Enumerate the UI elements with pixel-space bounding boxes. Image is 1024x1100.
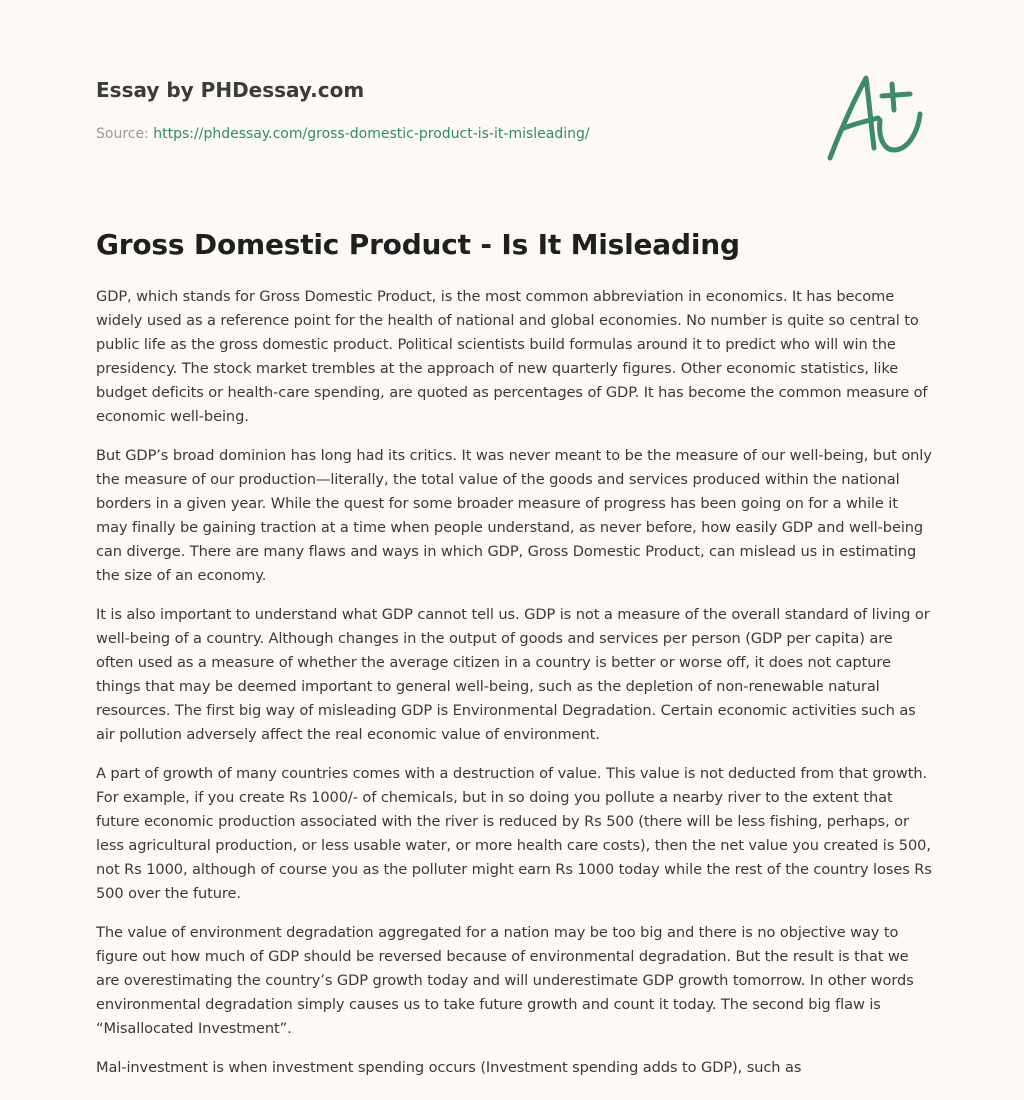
brand-title: Essay by PHDessay.com bbox=[96, 78, 365, 102]
a-plus-logo-icon bbox=[822, 66, 932, 166]
essay-paragraph: Mal-investment is when investment spending occurs (Investment spending adds to GDP), such as bbox=[96, 1059, 802, 1076]
source-line bbox=[96, 124, 696, 144]
essay-paragraph: It is also important to understand what GDP cannot tell us. GDP is not a measure of the overall standard of living or well-being of a country. Although changes in the output of goods and services per person (GDP per capita) are often used as a measure of whether the average citizen in a country is better or worse off, it does not capture things that may be deemed important to general well-being, such as the depletion of non-renewable natural resources. The first big way of misleading GDP is Environmental Degradation. Certain economic activities such as air pollution adversely affect the real economic value of environment. bbox=[96, 606, 930, 743]
essay-header bbox=[96, 76, 696, 144]
essay-paragraph: But GDP’s broad dominion has long had its critics. It was never meant to be the measure of our well-being, but only the measure of our production—literally, the total value of the goods and services produced within the national borders in a given year. While the quest for some broader measure of progress has been going on for a while it may finally be gaining traction at a time when people understand, as never before, how easily GDP and well-being can diverge. There are many flaws and ways in which GDP, Gross Domestic Product, can mislead us in estimating the size of an economy. bbox=[96, 447, 932, 584]
source-label: Source: bbox=[96, 126, 154, 142]
source-link[interactable]: https://phdessay.com/gross-domestic-product-is-it-misleading/ bbox=[153, 126, 590, 142]
essay-paragraph: A part of growth of many countries comes with a destruction of value. This value is not deducted from that growth. For example, if you create Rs 1000/- of chemicals, but in so doing you pollute a nearby river to the extent that future economic production associated with the river is reduced by Rs 500 (there will be less fishing, perhaps, or less agricultural production, or less usable water, or more health care costs), then the net value you created is 500, not Rs 1000, although of course you as the polluter might earn Rs 1000 today while the rest of the country loses Rs 500 over the future. bbox=[96, 765, 932, 902]
essay-paragraph: The value of environment degradation aggregated for a nation may be too big and there is no objective way to figure out how much of GDP should be reversed because of environmental degradation. But the result is that we are overestimating the country’s GDP growth today and will underestimate GDP growth tomorrow. In other words environmental degradation simply causes us to take future growth and count it today. The second big flaw is “Misallocated Investment”. bbox=[96, 924, 914, 1037]
essay-paragraph: GDP, which stands for Gross Domestic Product, is the most common abbreviation in economics. It has become widely used as a reference point for the health of national and global economies. No number is quite so central to public life as the gross domestic product. Political scientists build formulas around it to predict who will win the presidency. The stock market trembles at the approach of new quarterly figures. Other economic statistics, like budget deficits or health-care spending, are quoted as percentages of GDP. It has become the common measure of economic well-being. bbox=[96, 288, 928, 425]
essay-body bbox=[96, 285, 932, 1095]
essay-title: Gross Domestic Product - Is It Misleading bbox=[96, 228, 740, 261]
